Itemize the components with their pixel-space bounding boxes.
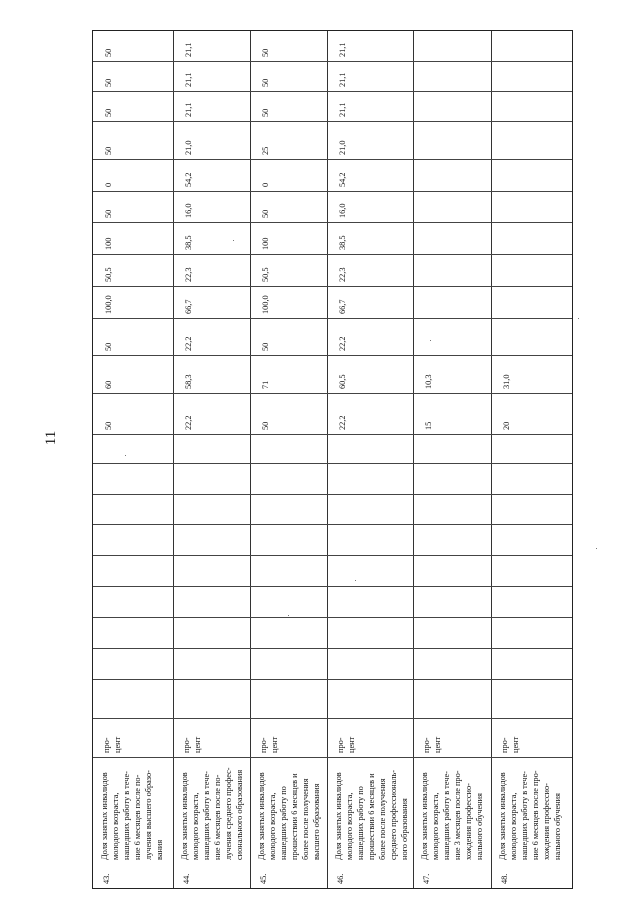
- column-divider: [93, 555, 572, 556]
- column-divider: [93, 617, 572, 618]
- value-cell: 0: [104, 182, 113, 187]
- unit-label: [499, 737, 521, 753]
- unit-label-line: про-: [422, 737, 431, 753]
- indicator-label-line: хождения профессио-: [542, 783, 551, 860]
- column-divider: [93, 393, 572, 394]
- indicator-label-line: более после получения: [301, 778, 310, 860]
- value-cell: 50: [104, 209, 113, 218]
- value-cell: 50: [104, 146, 113, 155]
- value-cell: 16,0: [184, 203, 193, 218]
- column-divider: [93, 159, 572, 160]
- value-cell: 22,2: [338, 415, 347, 430]
- unit-label-line: про-: [182, 737, 191, 753]
- value-cell: 100,0: [104, 295, 113, 314]
- value-cell: 54,2: [184, 172, 193, 187]
- indicator-label-line: ние 3 месяцев после про-: [453, 770, 462, 860]
- column-divider: [93, 61, 572, 62]
- scan-speck: [596, 548, 597, 549]
- indicator-label-line: Доля занятых инвалидов: [498, 772, 507, 860]
- indicator-label-line: молодого возраста,: [345, 792, 354, 860]
- indicator-label-line: нашедших работу в тече-: [202, 771, 211, 860]
- value-cell: 21,0: [338, 140, 347, 155]
- indicator-label: [99, 770, 165, 860]
- indicator-label-line: нашедших работу в тече-: [122, 771, 131, 860]
- indicator-label-line: Доля занятых инвалидов: [420, 772, 429, 860]
- value-cell: 50: [261, 209, 270, 218]
- value-cell: 60,5: [338, 374, 347, 389]
- unit-label-line: цент: [347, 736, 356, 753]
- indicator-label-line: молодого возраста,: [509, 792, 518, 860]
- indicator-label-line: нального обучения: [553, 793, 562, 860]
- indicator-label-line: прошествии 6 месяцев и: [367, 773, 376, 860]
- value-cell: 0: [261, 182, 270, 187]
- column-divider: [93, 586, 572, 587]
- indicator-label: [179, 767, 245, 860]
- unit-label: [101, 737, 123, 753]
- value-cell: 100: [104, 237, 113, 250]
- value-cell: 50: [261, 48, 270, 57]
- row-number: 43.: [102, 873, 111, 884]
- indicator-label-line: нашедших работу по: [356, 786, 365, 860]
- indicator-label-line: молодого возраста,: [191, 792, 200, 860]
- row-number: 46.: [336, 873, 345, 884]
- row-number: 45.: [259, 873, 268, 884]
- value-cell: 66,7: [338, 299, 347, 314]
- column-divider: [93, 718, 572, 719]
- column-divider: [93, 757, 572, 758]
- value-cell: 16,0: [338, 203, 347, 218]
- indicator-label: [333, 770, 410, 860]
- value-cell: 22,3: [338, 267, 347, 282]
- value-cell: 50: [261, 78, 270, 87]
- indicator-label-line: нашедших работу по: [279, 786, 288, 860]
- value-cell: 50: [104, 108, 113, 117]
- scan-speck: [578, 318, 579, 319]
- indicator-label-line: Доля занятых инвалидов: [180, 772, 189, 860]
- value-cell: 21,1: [338, 72, 347, 87]
- unit-label-line: цент: [270, 736, 279, 753]
- indicator-label-line: нашедших работу в тече-: [520, 771, 529, 860]
- row-number: 47.: [422, 873, 431, 884]
- indicator-label-line: ного образования: [400, 798, 409, 860]
- unit-label-line: про-: [102, 737, 111, 753]
- unit-label-line: про-: [500, 737, 509, 753]
- column-divider: [93, 434, 572, 435]
- indicator-label-line: лучения среднего профес-: [224, 767, 233, 860]
- value-cell: 50: [104, 48, 113, 57]
- indicator-label-line: вания: [155, 839, 164, 860]
- scan-speck: [355, 580, 356, 581]
- scan-speck: [233, 240, 234, 241]
- column-divider: [93, 679, 572, 680]
- value-cell: 21,1: [338, 102, 347, 117]
- unit-label-line: цент: [193, 736, 202, 753]
- value-cell: 22,2: [338, 336, 347, 351]
- indicator-label-line: среднего профессиональ-: [389, 769, 398, 860]
- unit-label-line: цент: [113, 736, 122, 753]
- value-cell: 22,2: [184, 415, 193, 430]
- value-cell: 66,7: [184, 299, 193, 314]
- value-cell: 21,0: [184, 140, 193, 155]
- page-number: 11: [43, 430, 59, 446]
- column-divider: [93, 222, 572, 223]
- column-divider: [93, 494, 572, 495]
- scan-speck: [288, 615, 289, 616]
- unit-label-line: цент: [433, 736, 442, 753]
- value-cell: 60: [104, 380, 113, 389]
- unit-label-line: про-: [336, 737, 345, 753]
- indicator-label-line: сионального образования: [235, 769, 244, 860]
- value-cell: 25: [261, 146, 270, 155]
- value-cell: 100: [261, 237, 270, 250]
- column-divider: [93, 286, 572, 287]
- indicator-label-line: ние 6 месяцев после про-: [531, 770, 540, 860]
- value-cell: 50: [261, 421, 270, 430]
- value-cell: 38,5: [184, 235, 193, 250]
- value-cell: 22,2: [184, 336, 193, 351]
- column-divider: [93, 254, 572, 255]
- indicator-label-line: ние 6 месяцев после по-: [133, 774, 142, 860]
- value-cell: 20: [502, 421, 511, 430]
- column-divider: [93, 191, 572, 192]
- value-cell: 50: [261, 108, 270, 117]
- value-cell: 71: [261, 380, 270, 389]
- row-number: 48.: [500, 873, 509, 884]
- indicator-label-line: хождения профессио-: [464, 783, 473, 860]
- column-divider: [93, 355, 572, 356]
- indicator-label-line: лучения высшего образо-: [144, 770, 153, 860]
- value-cell: 50: [104, 78, 113, 87]
- value-cell: 21,1: [338, 42, 347, 57]
- value-cell: 50: [104, 421, 113, 430]
- indicator-label-line: молодого возраста,: [268, 792, 277, 860]
- indicator-label: [419, 771, 485, 861]
- rotated-data-table: [92, 30, 573, 889]
- row-number: 44.: [182, 873, 191, 884]
- value-cell: 50,5: [261, 267, 270, 282]
- indicator-label-line: более после получения: [378, 778, 387, 860]
- value-cell: 31,0: [502, 374, 511, 389]
- indicator-label: [497, 771, 563, 861]
- value-cell: 21,1: [184, 42, 193, 57]
- indicator-label-line: Доля занятых инвалидов: [257, 772, 266, 860]
- value-cell: 50: [104, 342, 113, 351]
- unit-label: [258, 737, 280, 753]
- indicator-label-line: нашедших работу в тече-: [442, 771, 451, 860]
- value-cell: 50: [261, 342, 270, 351]
- value-cell: 22,3: [184, 267, 193, 282]
- column-divider: [93, 648, 572, 649]
- value-cell: 15: [424, 421, 433, 430]
- unit-label: [181, 737, 203, 753]
- column-divider: [93, 121, 572, 122]
- value-cell: 21,1: [184, 102, 193, 117]
- column-divider: [93, 524, 572, 525]
- indicator-label: [256, 772, 322, 860]
- unit-label: [335, 737, 357, 753]
- unit-label: [421, 737, 443, 753]
- value-cell: 38,5: [338, 235, 347, 250]
- indicator-label-line: Доля занятых инвалидов: [334, 772, 343, 860]
- indicator-label-line: Доля занятых инвалидов: [100, 772, 109, 860]
- scan-speck: [125, 455, 126, 456]
- value-cell: 100,0: [261, 295, 270, 314]
- unit-label-line: цент: [511, 736, 520, 753]
- column-divider: [93, 318, 572, 319]
- value-cell: 21,1: [184, 72, 193, 87]
- indicator-label-line: высшего образования: [312, 783, 321, 860]
- indicator-label-line: молодого возраста,: [431, 792, 440, 860]
- unit-label-line: про-: [259, 737, 268, 753]
- value-cell: 10,3: [424, 374, 433, 389]
- value-cell: 50,5: [104, 267, 113, 282]
- column-divider: [93, 463, 572, 464]
- indicator-label-line: прошествии 6 месяцев и: [290, 773, 299, 860]
- column-divider: [93, 91, 572, 92]
- scan-speck: [430, 340, 431, 341]
- indicator-label-line: нального обучения: [475, 793, 484, 860]
- table-grid: [93, 31, 572, 888]
- value-cell: 54,2: [338, 172, 347, 187]
- indicator-label-line: ние 6 месяцев после по-: [213, 774, 222, 860]
- value-cell: 58,3: [184, 374, 193, 389]
- indicator-label-line: молодого возраста,: [111, 792, 120, 860]
